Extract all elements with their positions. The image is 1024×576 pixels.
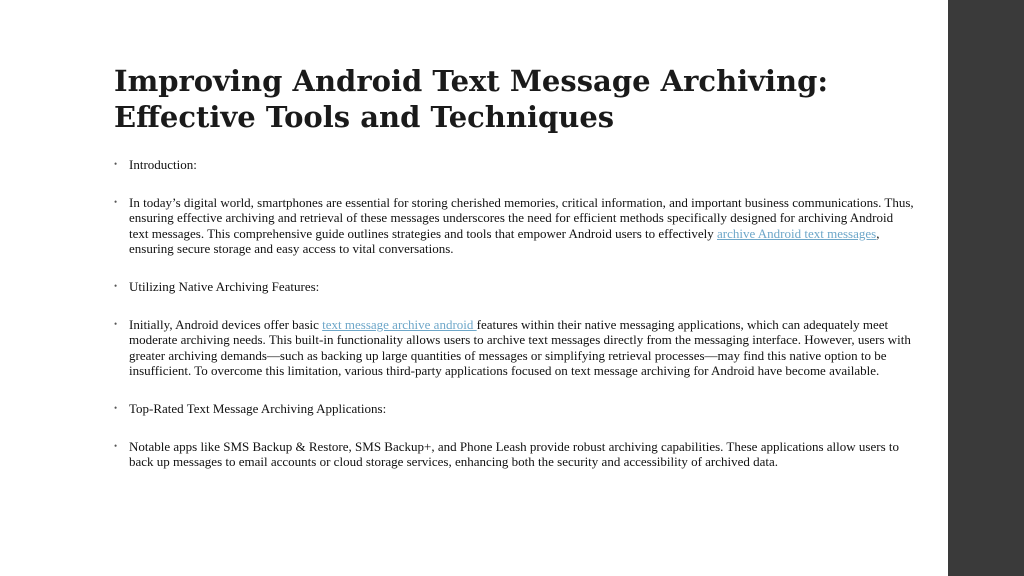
bullet-text: Notable apps like SMS Backup & Restore, SMS Backup+, and Phone Leash provide robust archiving capabilities. These applications allow users to back up messages to email accounts or cloud storage services, enhancing both the security and accessibility of archived data.	[129, 438, 899, 470]
bullet-native-features-body	[114, 317, 914, 379]
slide-title-line-1: Improving Android Text Message Archiving:	[114, 64, 829, 98]
bullet-top-apps-heading	[114, 401, 914, 417]
bullet-text-before-link: In today’s digital world, smartphones are essential for storing cherished memories, critical information, and important business communications. Thus, ensuring effective archiving and retrieval of these messages underscores the need for efficient methods specifically designed for archiving Android text messages. This comprehensive guide outlines strategies and tools that empower Android users to effectively	[129, 194, 914, 241]
text-message-archive-android-link[interactable]: text message archive android	[322, 316, 477, 332]
bullet-text: Utilizing Native Archiving Features:	[129, 278, 320, 294]
slide-title	[114, 63, 934, 135]
bullet-top-apps-body	[114, 439, 914, 470]
bullet-introduction-heading	[114, 157, 914, 173]
slide-title-line-2: Effective Tools and Techniques	[114, 100, 615, 134]
archive-android-text-messages-link[interactable]: archive Android text messages	[717, 225, 877, 241]
bullet-introduction-body	[114, 195, 914, 257]
bullet-text-after-link: features within their native messaging applications, which can adequately meet moderate archiving needs. This built-in functionality allows users to archive text messages directly from the messaging interface. However, users with greater archiving demands—such as backing up large quantities of messages or simplifying retrieval processes—may find this native option to be insufficient. To overcome this limitation, various third-party applications focused on text message archiving for Android have become available.	[129, 316, 911, 379]
bullet-list	[114, 157, 914, 492]
bullet-text: Top-Rated Text Message Archiving Applications:	[129, 400, 387, 416]
bullet-native-features-heading	[114, 279, 914, 295]
side-bar-decoration	[948, 0, 1024, 576]
bullet-text: Introduction:	[129, 157, 197, 172]
bullet-text-after-link: , ensuring secure storage and easy access to vital conversations.	[129, 225, 880, 257]
bullet-text-before-link: Initially, Android devices offer basic	[129, 316, 323, 332]
